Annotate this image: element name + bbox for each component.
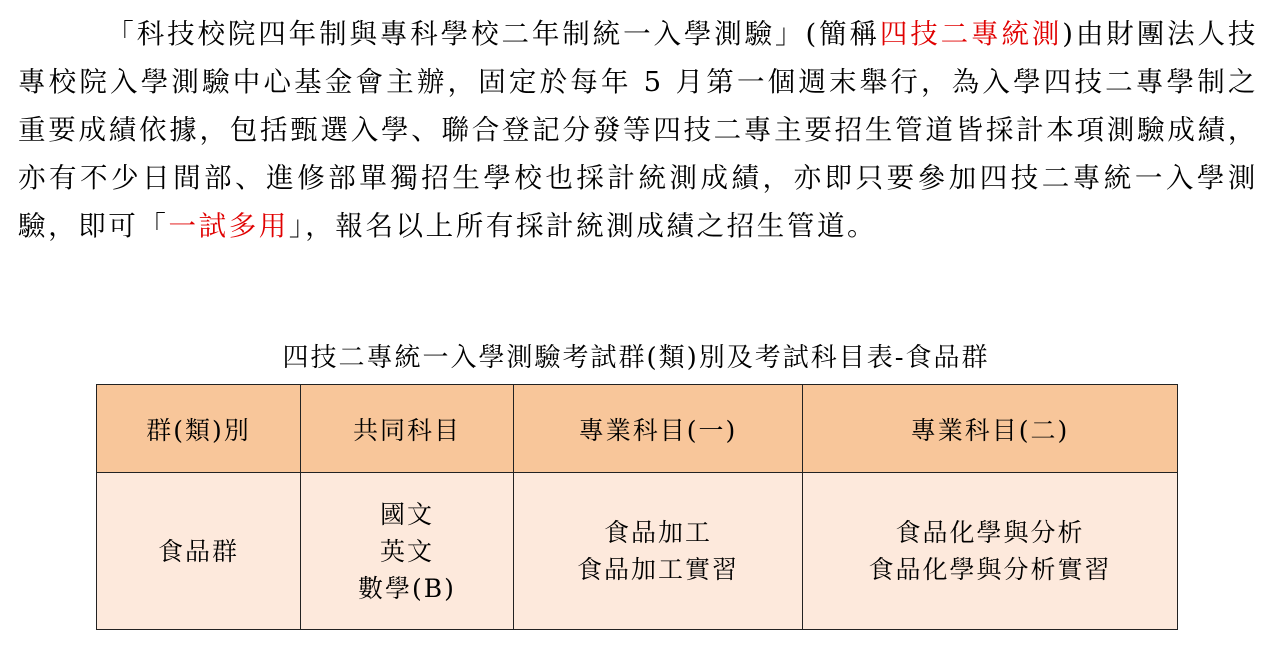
cell-group <box>97 473 301 630</box>
header-professional-subject-2: 專業科目(二) <box>803 385 1178 473</box>
professional1-item: 食品加工 <box>603 518 712 547</box>
header-professional-subject-1: 專業科目(一) <box>514 385 803 473</box>
intro-text-part-2: )由財團法人技專校院入學測驗中心基金會主辦，固定於每年 5 月第一個週末舉行，為入學四技二專學制之重要成績依據，包括甄選入學、聯合登記分發等四技二專主要招生管道皆採計本項測驗成績，亦有不少日間部、進修部單獨招生學校也採計統測成績，亦即只要參加四技二專統一入學測驗，即可「 <box>18 18 1258 242</box>
common-subject-math: 數學(B) <box>358 573 456 603</box>
table-row <box>97 473 1178 630</box>
professional1-item: 食品加工實習 <box>576 555 739 584</box>
common-subject-chinese: 國文 <box>379 499 434 529</box>
intro-text-part-1: 「科技校院四年制與專科學校二年制統一入學測驗」(簡稱 <box>106 18 880 50</box>
table-title: 四技二專統一入學測驗考試群(類)別及考試科目表-食品群 <box>282 343 990 373</box>
cell-common-subjects <box>301 473 514 630</box>
professional2-item: 食品化學與分析 <box>895 518 1085 547</box>
cell-professional-subject-1 <box>514 473 803 630</box>
common-subject-english: 英文 <box>379 536 434 566</box>
intro-paragraph <box>18 10 1258 250</box>
professional2-item: 食品化學與分析實習 <box>868 555 1112 584</box>
intro-highlight-one-test-many-uses: 一試多用 <box>168 210 289 242</box>
header-common-subjects: 共同科目 <box>301 385 514 473</box>
group-name: 食品群 <box>157 536 239 566</box>
table-header-row <box>97 385 1178 473</box>
header-group: 群(類)別 <box>97 385 301 473</box>
intro-text-part-3: 」，報名以上所有採計統測成績之招生管道。 <box>288 210 878 242</box>
intro-highlight-abbreviation: 四技二專統測 <box>879 18 1063 50</box>
exam-subjects-table <box>96 384 1178 630</box>
cell-professional-subject-2 <box>803 473 1178 630</box>
